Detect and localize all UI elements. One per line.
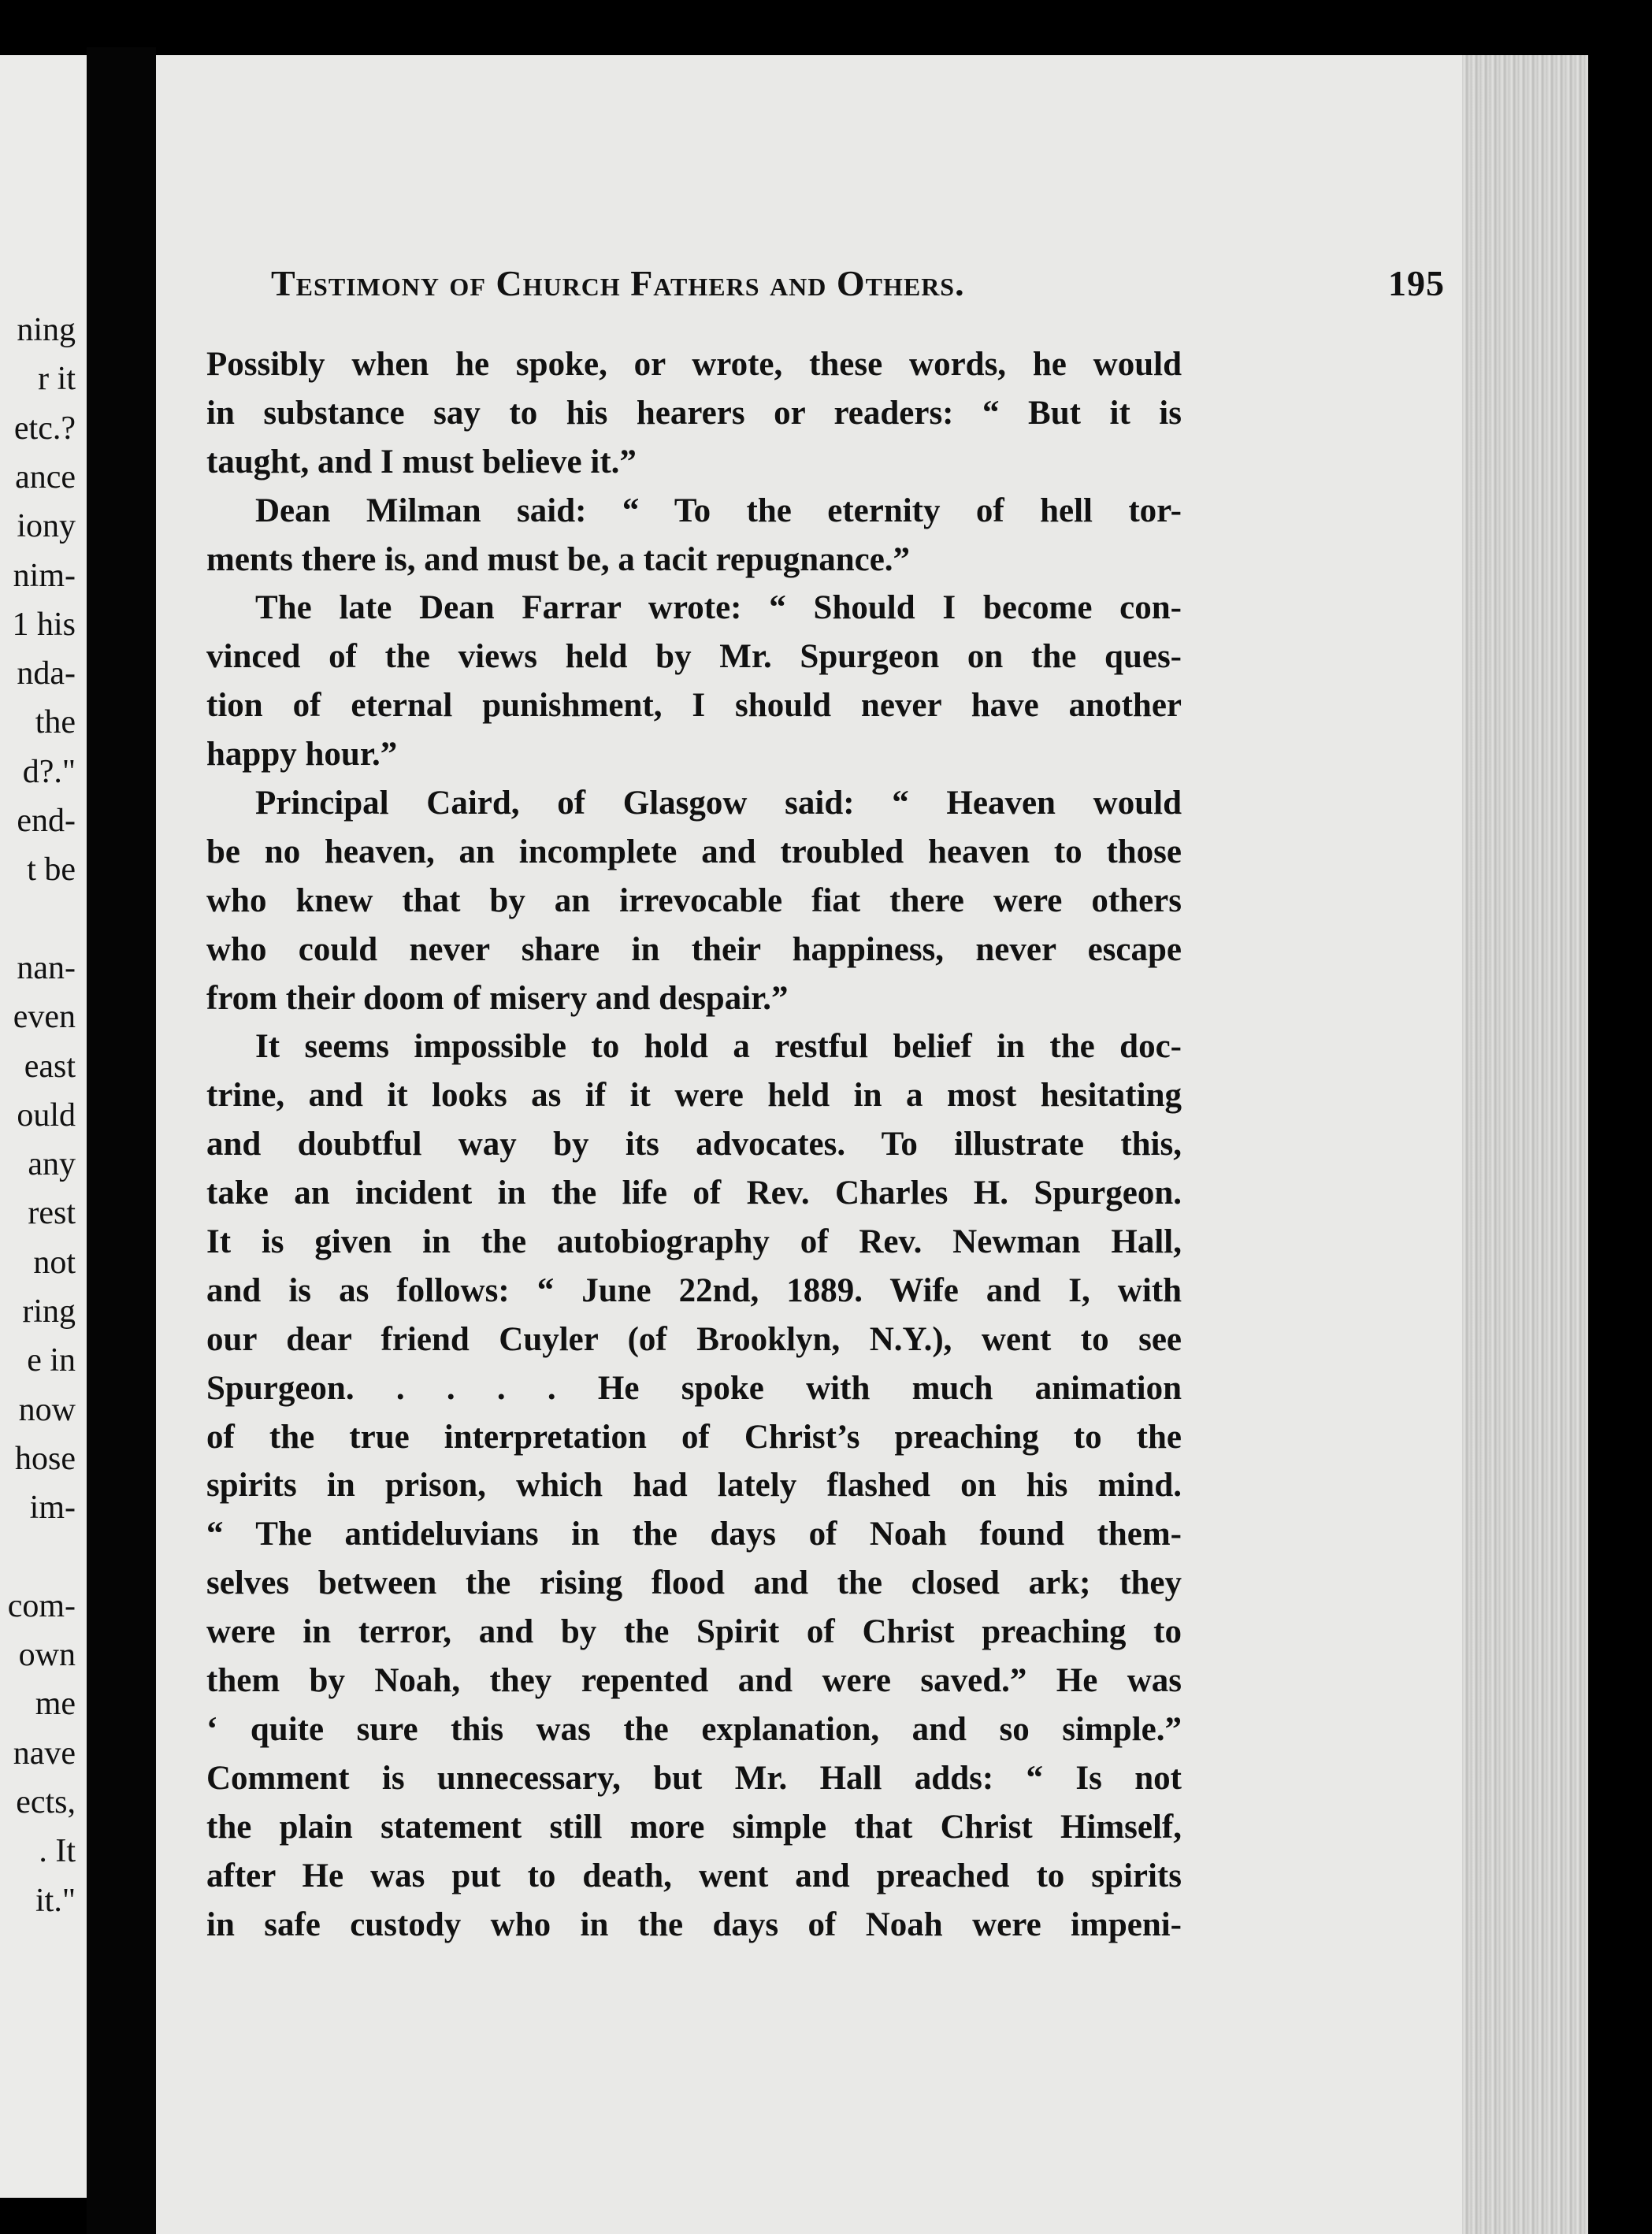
previous-page-fragment: com- — [7, 1587, 76, 1624]
text-line: The late Dean Farrar wrote: “ Should I become con- — [255, 589, 1182, 627]
text-line: Comment is unnecessary, but Mr. Hall adds: “ Is not — [206, 1759, 1182, 1797]
previous-page-fragment: ring — [22, 1293, 76, 1330]
previous-page-fragment: ould — [17, 1097, 76, 1134]
previous-page-fragment: me — [35, 1686, 76, 1723]
previous-page-fragment: e in — [27, 1342, 76, 1379]
text-line: It is given in the autobiography of Rev. Newman Hall, — [206, 1223, 1182, 1261]
text-line: taught, and I must believe it.” — [206, 443, 637, 481]
text-line: from their doom of misery and despair.” — [206, 979, 789, 1017]
running-head — [271, 262, 1445, 304]
previous-page-fragment: hose — [15, 1440, 76, 1477]
previous-page-fragment: nim- — [13, 557, 76, 594]
text-line: and doubtful way by its advocates. To illustrate this, — [206, 1126, 1182, 1163]
previous-page-fragment: im- — [29, 1490, 76, 1527]
page-number: 195 — [1388, 263, 1445, 303]
previous-page-fragment: end- — [17, 803, 76, 839]
previous-page-fragment: etc.? — [13, 410, 76, 447]
text-line: “ The antideluvians in the days of Noah found them- — [206, 1516, 1182, 1553]
text-line: Possibly when he spoke, or wrote, these words, he would — [206, 346, 1182, 383]
previous-page-fragment: nda- — [17, 655, 76, 692]
text-line: It seems impossible to hold a restful belief in the doc- — [255, 1028, 1182, 1066]
scan-background — [1588, 47, 1652, 2234]
previous-page-fragment: the — [35, 704, 76, 741]
previous-page-fragment: ects, — [16, 1784, 76, 1820]
previous-page-fragment: east — [24, 1048, 76, 1085]
text-line: Spurgeon. . . . . He spoke with much animation — [206, 1369, 1182, 1407]
text-line: be no heaven, an incomplete and troubled heaven to those — [206, 833, 1182, 870]
text-line: were in terror, and by the Spirit of Christ preaching to — [206, 1613, 1182, 1651]
text-line: them by Noah, they repented and were saved.” He was — [206, 1662, 1182, 1700]
text-line: spirits in prison, which had lately flashed on his mind. — [206, 1467, 1182, 1505]
text-line: tion of eternal punishment, I should never have another — [206, 687, 1182, 725]
text-line: who could never share in their happiness, never escape — [206, 930, 1182, 968]
text-line: of the true interpretation of Christ’s preaching to the — [206, 1418, 1182, 1456]
text-line: selves between the rising flood and the closed ark; they — [206, 1564, 1182, 1602]
previous-page-fragment: rest — [28, 1195, 76, 1232]
text-line: who knew that by an irrevocable fiat there were others — [206, 881, 1182, 919]
previous-page-fragment: not — [33, 1244, 76, 1281]
text-line: and is as follows: “ June 22nd, 1889. Wife and I, with — [206, 1271, 1182, 1309]
text-line: in safe custody who in the days of Noah were impeni- — [206, 1906, 1182, 1943]
previous-page-fragment: iony — [17, 508, 76, 545]
previous-page-fragment: d?." — [22, 753, 76, 790]
text-line: take an incident in the life of Rev. Charles H. Spurgeon. — [206, 1175, 1182, 1212]
previous-page-fragment: now — [18, 1391, 76, 1428]
text-line: trine, and it looks as if it were held in a most hesitating — [206, 1077, 1182, 1115]
running-head-title: Testimony of Church Fathers and Others. — [271, 263, 965, 303]
previous-page-fragment: it." — [35, 1882, 76, 1919]
text-line: happy hour.” — [206, 736, 398, 774]
text-line: ‘ quite sure this was the explanation, and so simple.” — [206, 1710, 1182, 1748]
text-line: in substance say to his hearers or readers: “ But it is — [206, 394, 1182, 432]
text-line: the plain statement still more simple that Christ Himself, — [206, 1808, 1182, 1846]
body-text — [206, 340, 1182, 1949]
previous-page-fragment: own — [18, 1637, 76, 1674]
previous-page-fragment: ning — [17, 312, 76, 348]
previous-page-fragment: t be — [27, 852, 76, 889]
previous-page-fragment: nave — [13, 1735, 76, 1772]
previous-page-fragment: r it — [38, 361, 76, 398]
page-edges — [1462, 55, 1588, 2234]
previous-page-fragment: ance — [15, 458, 76, 495]
previous-page-fragment: any — [28, 1146, 76, 1183]
text-line: after He was put to death, went and preached to spirits — [206, 1857, 1182, 1894]
previous-page-fragment: . It — [39, 1833, 76, 1870]
previous-page-edge — [0, 55, 87, 2198]
text-line: Dean Milman said: “ To the eternity of hell tor- — [255, 492, 1182, 529]
text-line: Principal Caird, of Glasgow said: “ Heaven would — [255, 785, 1182, 822]
book-gutter — [87, 47, 156, 2234]
previous-page-fragment: nan- — [17, 949, 76, 986]
text-line: our dear friend Cuyler (of Brooklyn, N.Y.), went to see — [206, 1320, 1182, 1358]
text-line: vinced of the views held by Mr. Spurgeon on the ques- — [206, 638, 1182, 676]
text-line: ments there is, and must be, a tacit repugnance.” — [206, 540, 911, 578]
previous-page-fragment: 1 his — [12, 606, 76, 643]
previous-page-fragment: even — [13, 999, 76, 1036]
